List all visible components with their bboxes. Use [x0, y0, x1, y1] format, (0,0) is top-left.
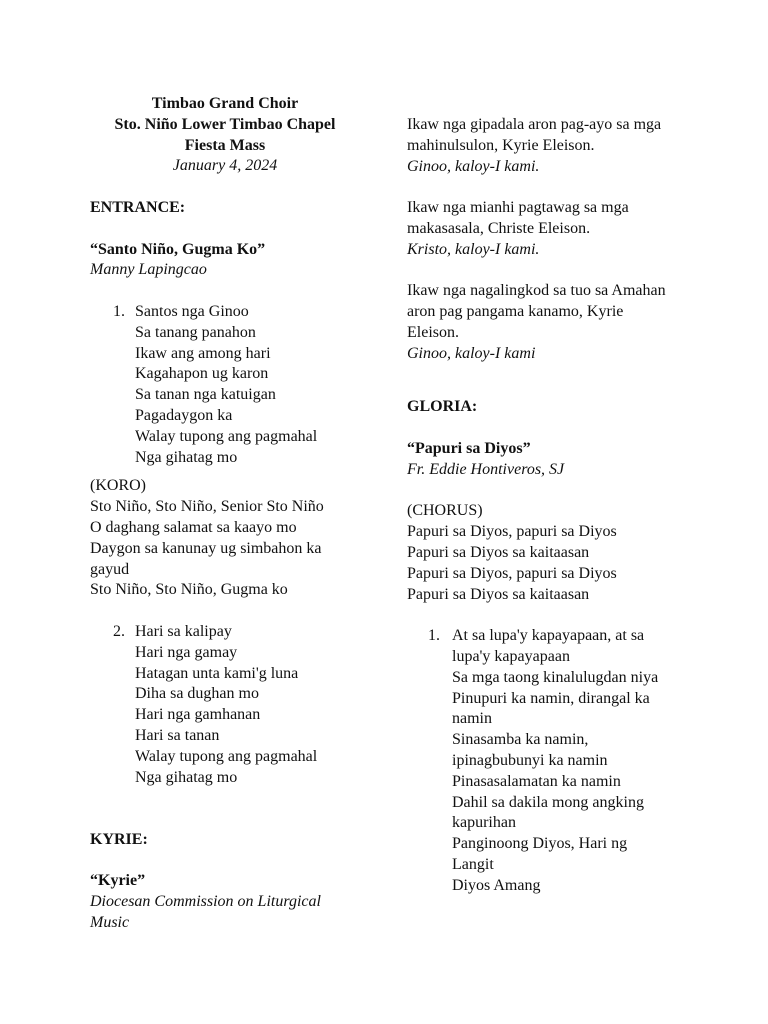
mass-title: Fiesta Mass [184, 136, 266, 154]
lyric-line: Pinupuri ka namin, dirangal ka namin [452, 689, 650, 728]
lyric-line: Hari sa kalipay [135, 622, 232, 640]
kyrie-response: Ginoo, kaloy-I kami [407, 344, 536, 362]
koro-label: (KORO) [90, 477, 146, 495]
lyric-line: Hari nga gamay [135, 643, 238, 661]
kyrie-stanza: Ikaw nga nagalingkod sa tuo sa Amahan aron pag pangama kanamo, Kyrie Eleison. [407, 282, 666, 341]
koro-line: Sto Niño, Sto Niño, Senior Sto Niño [90, 498, 324, 516]
chorus-line: Papuri sa Diyos, papuri sa Diyos [407, 523, 617, 541]
lyric-line: Santos nga Ginoo [135, 302, 249, 320]
lyric-line: Kagahapon ug karon [135, 365, 269, 383]
chorus-label: (CHORUS) [407, 502, 483, 520]
lyric-line: Pinasasalamatan ka namin [452, 772, 621, 790]
chorus-line: Papuri sa Diyos sa kaitaasan [407, 585, 590, 603]
gloria-composer: Fr. Eddie Hontiveros, SJ [407, 460, 565, 478]
lyric-line: Walay tupong ang pagmahal [135, 747, 318, 765]
lyric-line: Pagadaygon ka [135, 406, 233, 424]
lyric-line: Nga gihatag mo [135, 768, 238, 786]
lyric-line: Hari sa tanan [135, 726, 220, 744]
entrance-song-title: “Santo Niño, Gugma Ko” [90, 240, 266, 258]
verse-number: 1. [428, 627, 440, 645]
lyric-line: Panginoong Diyos, Hari ng Langit [452, 835, 628, 873]
lyric-line: Sa tanan nga katuigan [135, 386, 276, 404]
gloria-heading: GLORIA: [407, 398, 478, 416]
kyrie-response: Ginoo, kaloy-I kami. [407, 157, 540, 175]
entrance-verse-2 [90, 622, 360, 788]
right-column [407, 115, 677, 896]
lyric-line: Sa tanang panahon [135, 323, 256, 341]
lyric-line: At sa lupa'y kapayapaan, at sa lupa'y kapayapaan [452, 627, 645, 665]
lyric-line: Sinasamba ka namin, ipinagbubunyi ka namin [452, 731, 608, 769]
entrance-verse-1 [90, 302, 360, 468]
lyric-line: Sa mga taong kinalulugdan niya [452, 668, 659, 686]
gloria-song-title: “Papuri sa Diyos” [407, 439, 531, 457]
lyric-line: Nga gihatag mo [135, 448, 238, 466]
lyric-line: Hari nga gamhanan [135, 706, 261, 724]
lyric-line: Ikaw ang among hari [135, 344, 271, 362]
lyric-line: Dahil sa dakila mong angking kapurihan [452, 793, 644, 832]
koro-line: Sto Niño, Sto Niño, Gugma ko [90, 581, 288, 599]
verse-number: 2. [113, 622, 125, 640]
lyric-line: Hatagan unta kami'g luna [135, 664, 299, 682]
gloria-verse-1 [407, 626, 677, 896]
kyrie-response: Kristo, kaloy-I kami. [407, 240, 540, 258]
kyrie-stanza: Ikaw nga mianhi pagtawag sa mga makasasala, Christe Eleison. [407, 199, 629, 237]
koro-line: Daygon sa kanunay ug simbahon ka gayud [90, 539, 322, 578]
lyric-line: Walay tupong ang pagmahal [135, 427, 318, 445]
chorus-line: Papuri sa Diyos sa kaitaasan [407, 543, 590, 561]
kyrie-composer: Diocesan Commission on Liturgical Music [90, 893, 321, 932]
chorus-line: Papuri sa Diyos, papuri sa Diyos [407, 564, 617, 582]
kyrie-stanza: Ikaw nga gipadala aron pag-ayo sa mga mahinulsulon, Kyrie Eleison. [407, 116, 662, 154]
lyric-line: Diyos Amang [452, 876, 541, 894]
verse-number: 1. [113, 302, 125, 320]
koro-line: O daghang salamat sa kaayo mo [90, 518, 297, 536]
mass-date: January 4, 2024 [172, 157, 278, 175]
kyrie-heading: KYRIE: [90, 830, 148, 848]
chapel-name: Sto. Niño Lower Timbao Chapel [114, 115, 336, 133]
kyrie-song-title: “Kyrie” [90, 872, 146, 890]
choir-name: Timbao Grand Choir [151, 95, 299, 112]
left-column [90, 94, 360, 934]
entrance-composer: Manny Lapingcao [90, 261, 207, 279]
entrance-heading: ENTRANCE: [90, 198, 186, 216]
lyric-line: Diha sa dughan mo [135, 685, 259, 703]
